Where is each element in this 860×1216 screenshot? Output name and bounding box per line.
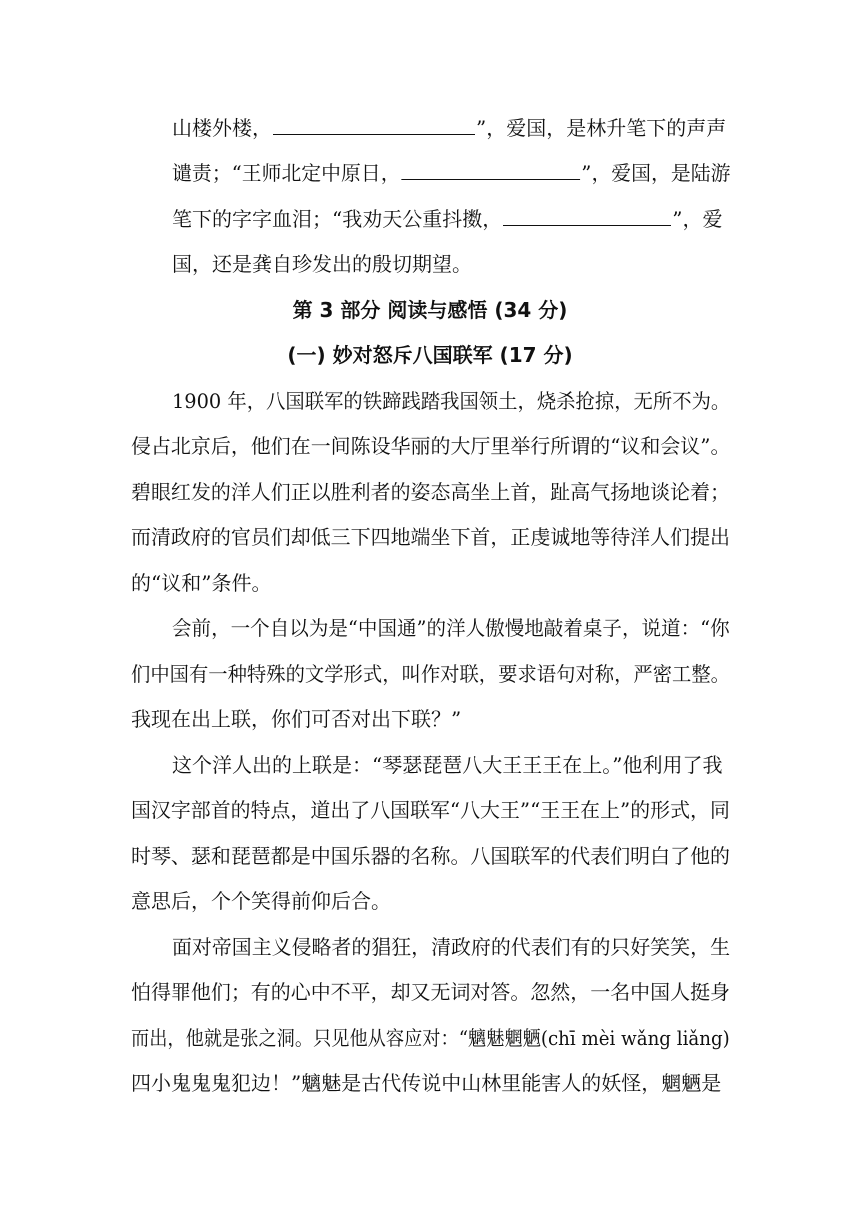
article-line: 而出，他就是张之洞。只见他从容应对：“魑魅魍魉(chī mèi wǎng liǎng) [131, 1026, 730, 1050]
article-line: 面对帝国主义侵略者的猖狂，清政府的代表们有的只好笑笑，生 [172, 935, 730, 959]
answer-blank[interactable] [273, 116, 475, 135]
poem-text: ”，爱国，是陆游 [581, 161, 731, 185]
article-line: 侵占北京后，他们在一间陈设华丽的大厅里举行所谓的“议和会议”。 [131, 434, 731, 458]
answer-blank[interactable] [503, 207, 671, 226]
article-line: 意思后，个个笑得前仰后合。 [131, 889, 391, 913]
poem-text: 笔下的字字血泪；“我劝天公重抖擞， [172, 207, 503, 231]
article-line: 碧眼红发的洋人们正以胜利者的姿态高坐上首，趾高气扬地谈论着； [131, 480, 730, 504]
article-line: 1900 年，八国联军的铁蹄践踏我国领土，烧杀抢掠，无所不为。 [172, 389, 731, 413]
poem-line-4: 国，还是龚自珍发出的殷切期望。 [172, 252, 472, 276]
article-line: 时琴、瑟和琵琶都是中国乐器的名称。八国联军的代表们明白了他的 [131, 844, 730, 868]
answer-blank[interactable] [402, 161, 581, 180]
article-line: 国汉字部首的特点，道出了八国联军“八大王”“王王在上”的形式，同 [131, 798, 730, 822]
article-line: 会前，一个自以为是“中国通”的洋人傲慢地敲着桌子，说道：“你 [172, 616, 730, 640]
article-line: 这个洋人出的上联是：“琴瑟琵琶八大王王王在上。”他利用了我 [172, 753, 723, 777]
article-line: 而清政府的官员们却低三下四地端坐下首，正虔诚地等待洋人们提出 [131, 525, 730, 549]
poem-line-2 [172, 159, 730, 187]
poem-line-1 [172, 114, 726, 142]
section-heading: (一) 妙对怒斥八国联军 (17 分) [287, 343, 573, 367]
article-line: 的“议和”条件。 [131, 571, 272, 595]
article-line: 四小鬼鬼鬼犯边！”魑魅是古代传说中山林里能害人的妖怪，魍魉是 [131, 1071, 722, 1095]
poem-line-3 [172, 205, 722, 233]
article-line: 怕得罪他们；有的心中不平，却又无词对答。忽然，一名中国人挺身 [131, 980, 730, 1004]
poem-text: 山楼外楼， [172, 116, 272, 140]
part-heading: 第 3 部分 阅读与感悟 (34 分) [292, 298, 568, 322]
poem-text: ”，爱 [672, 207, 723, 231]
poem-text: 谴责；“王师北定中原日， [172, 161, 401, 185]
article-line: 们中国有一种特殊的文学形式，叫作对联，要求语句对称，严密工整。 [131, 662, 730, 686]
poem-text: ”，爱国，是林升笔下的声声 [476, 116, 727, 140]
article-line: 我现在出上联，你们可否对出下联？” [131, 707, 462, 731]
